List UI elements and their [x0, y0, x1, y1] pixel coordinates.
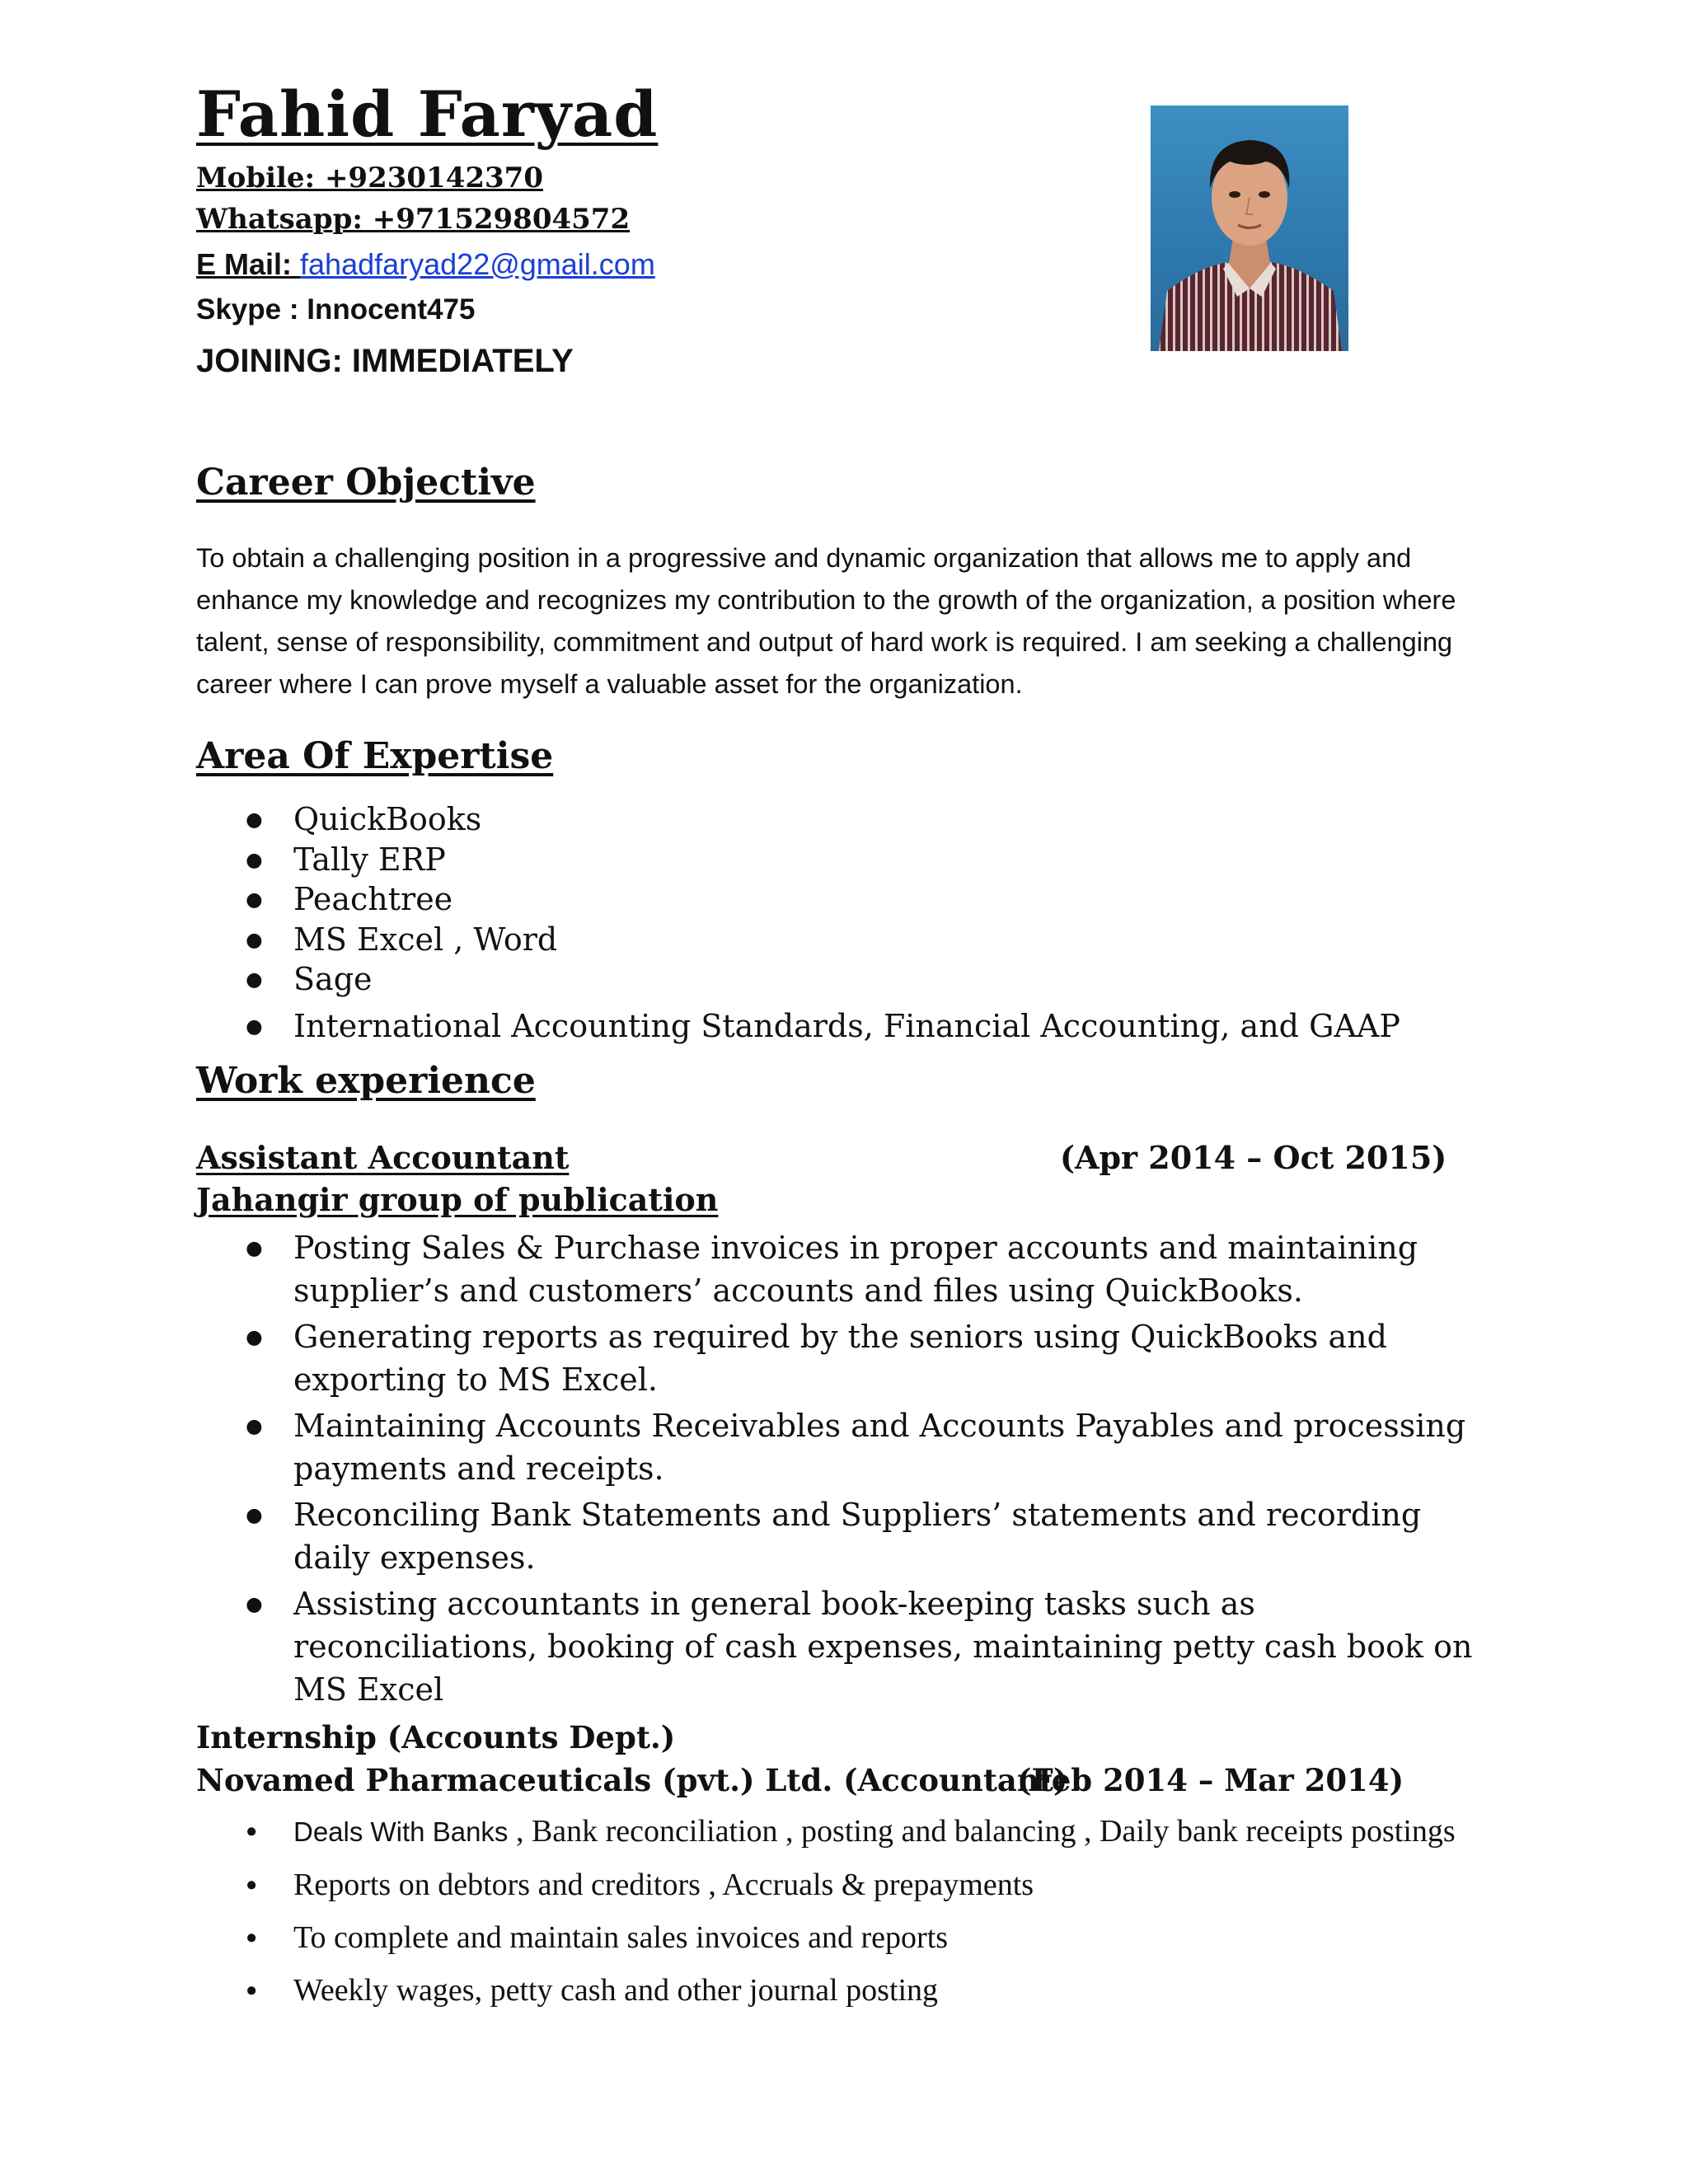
list-item: ● International Accounting Standards, Financial Accounting, and GAAP — [196, 1006, 1482, 1047]
list-item: ● Weekly wages, petty cash and other journal posting — [196, 1969, 1482, 2012]
profile-photo — [1151, 105, 1348, 351]
skype-id: Skype : Innocent475 — [196, 293, 476, 326]
job1-title-text: Assistant Accountant — [196, 1139, 570, 1176]
list-item: ● Tally ERP — [196, 840, 1482, 880]
job1-company-text: Jahangir group of publication — [196, 1181, 719, 1218]
job2-company: Novamed Pharmaceuticals (pvt.) Ltd. (Accountant) — [196, 1762, 1068, 1798]
joining-status: JOINING: IMMEDIATELY — [196, 343, 574, 379]
email-label: E Mail: — [196, 247, 301, 281]
job1-company — [196, 1181, 718, 1218]
career-objective-heading: Career Objective — [196, 462, 536, 504]
job2-duty1-lead: Deals With Banks — [293, 1816, 509, 1847]
list-item: ● Maintaining Accounts Receivables and Accounts Payables and processing payments and receipts. — [196, 1404, 1482, 1490]
list-item — [196, 1810, 1482, 1854]
mobile-number: Mobile: +9230142370 — [196, 162, 543, 194]
list-item: ● Generating reports as required by the seniors using QuickBooks and exporting to MS Excel. — [196, 1315, 1482, 1401]
list-item: ● MS Excel , Word — [196, 920, 1482, 960]
list-item: ● Reports on debtors and creditors , Accruals & prepayments — [196, 1863, 1482, 1906]
job2-duty1-rest: , Bank reconciliation , posting and balancing , Daily bank receipts postings — [508, 1814, 1456, 1849]
list-item: ● Sage — [196, 959, 1482, 1000]
candidate-name: Fahid Faryad — [196, 77, 659, 151]
job1-dates: (Apr 2014 – Oct 2015) — [1060, 1139, 1447, 1176]
job2-dates: (Feb 2014 – Mar 2014) — [1017, 1762, 1404, 1798]
work-experience-heading: Work experience — [196, 1060, 536, 1102]
list-item: ● To complete and maintain sales invoices and reports — [196, 1916, 1482, 1959]
email-link[interactable]: fahadfaryad22@gmail.com — [300, 247, 655, 281]
list-item: ● Reconciling Bank Statements and Suppliers’ statements and recording daily expenses. — [196, 1493, 1482, 1579]
expertise-list — [196, 799, 1482, 1046]
job2-title: Internship (Accounts Dept.) — [196, 1719, 676, 1755]
whatsapp-number: Whatsapp: +971529804572 — [196, 203, 631, 236]
list-item: ● Peachtree — [196, 879, 1482, 920]
list-item: ● Posting Sales & Purchase invoices in proper accounts and maintaining supplier’s and customers’ accounts and files using QuickBooks. — [196, 1226, 1482, 1312]
job2-duties — [196, 1810, 1482, 2022]
career-objective-text: To obtain a challenging position in a progressive and dynamic organization that allows me to apply and enhance my knowledge and recognizes my contribution to the growth of the organization, a position where talent, sense of responsibility, commitment and output of hard work is required. I am seeking a challenging career where I can prove myself a valuable asset for the organization. — [196, 543, 1456, 699]
expertise-heading: Area Of Expertise — [196, 735, 554, 777]
portrait-drawing — [1151, 105, 1348, 351]
list-item: ● Assisting accountants in general book-keeping tasks such as reconciliations, booking of cash expenses, maintaining petty cash book on MS Excel — [196, 1582, 1482, 1711]
list-item: ● QuickBooks — [196, 799, 1482, 840]
email-row — [196, 247, 655, 282]
job1-title — [196, 1139, 569, 1176]
job1-duties — [196, 1226, 1482, 1714]
